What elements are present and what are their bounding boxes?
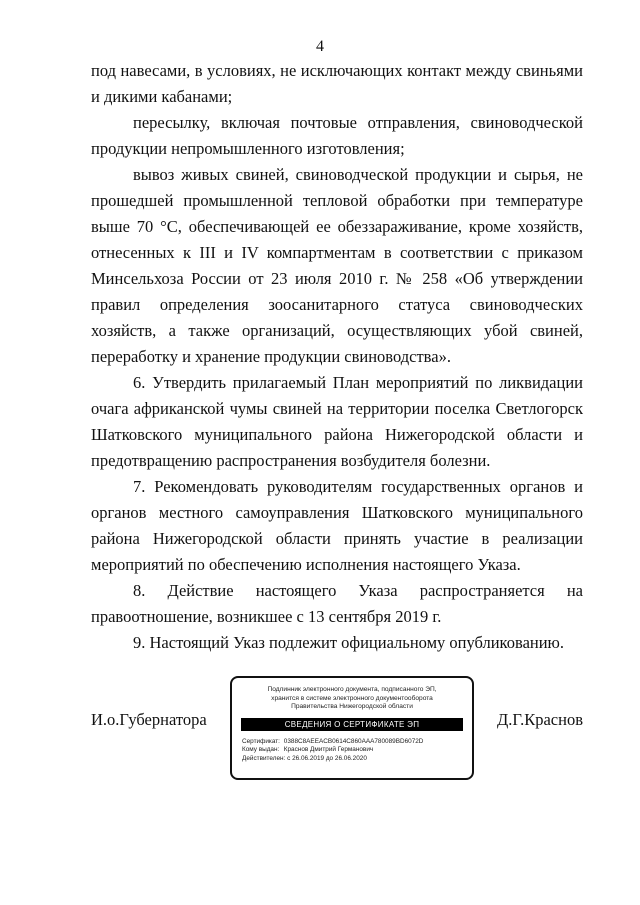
- issued-to-row: [242, 746, 462, 754]
- paragraph-shipping: пересылку, включая почтовые отправления, свиноводческой продукции непромышленного изготовления;: [91, 113, 583, 158]
- validity-row: Действителен: с 26.06.2019 до 26.06.2020: [242, 754, 367, 762]
- paragraph-item-6: 6. Утвердить прилагаемый План мероприятий по ликвидации очага африканской чумы свиней на территории поселка Светлогорск Шатковского муниципального района Нижегородской области и предотвращению распространения возбудителя болезни.: [91, 373, 583, 470]
- document-body: [91, 58, 583, 656]
- stamp-description-line: Правительства Нижегородской области: [291, 703, 413, 711]
- stamp-description: [232, 686, 472, 712]
- stamp-details: [242, 738, 462, 763]
- paragraph-continuation: под навесами, в условиях, не исключающих контакт между свиньями и дикими кабанами;: [91, 61, 583, 106]
- electronic-signature-stamp: [230, 676, 474, 780]
- paragraph-item-9: 9. Настоящий Указ подлежит официальному опубликованию.: [133, 633, 564, 652]
- certificate-label: Сертификат:: [242, 737, 280, 745]
- issued-to-value: Краснов Дмитрий Германович: [283, 746, 374, 754]
- certificate-row: [242, 738, 462, 746]
- stamp-description-line: Подлинник электронного документа, подписанного ЭП,: [267, 686, 437, 693]
- paragraph-item-8: 8. Действие настоящего Указа распространяется на правоотношение, возникшее с 13 сентября 2019 г.: [91, 581, 583, 626]
- signatory-position: И.о.Губернатора: [91, 710, 207, 729]
- issued-to-label: Кому выдан:: [242, 746, 280, 754]
- paragraph-export: вывоз живых свиней, свиноводческой продукции и сырья, не прошедшей промышленной тепловой обработки при температуре выше 70 °С, обеспечивающей ее обеззараживание, кроме хозяйств, отнесенных к III и IV компартментам в соответствии с приказом Минсельхоза России от 23 июля 2010 г. № 258 «Об утверждении правил определения зоосанитарного статуса свиноводческих хозяйств, а также организаций, осуществляющих убой свиней, переработку и хранение продукции свиноводства».: [91, 165, 583, 366]
- stamp-description-line: хранится в системе электронного документооборота: [271, 694, 433, 702]
- signatory-name: Д.Г.Краснов: [497, 710, 583, 729]
- stamp-header: СВЕДЕНИЯ О СЕРТИФИКАТЕ ЭП: [241, 718, 463, 731]
- certificate-value: 0388C8AEEACB0614C860AAA780089BD6072D: [283, 737, 424, 745]
- paragraph-item-7: 7. Рекомендовать руководителям государственных органов и органов местного самоуправления Шатковского муниципального района Нижегородской области принять участие в реализации мероприятий по обеспечению исполнения настоящего Указа.: [91, 477, 583, 574]
- page-number: 4: [316, 38, 324, 55]
